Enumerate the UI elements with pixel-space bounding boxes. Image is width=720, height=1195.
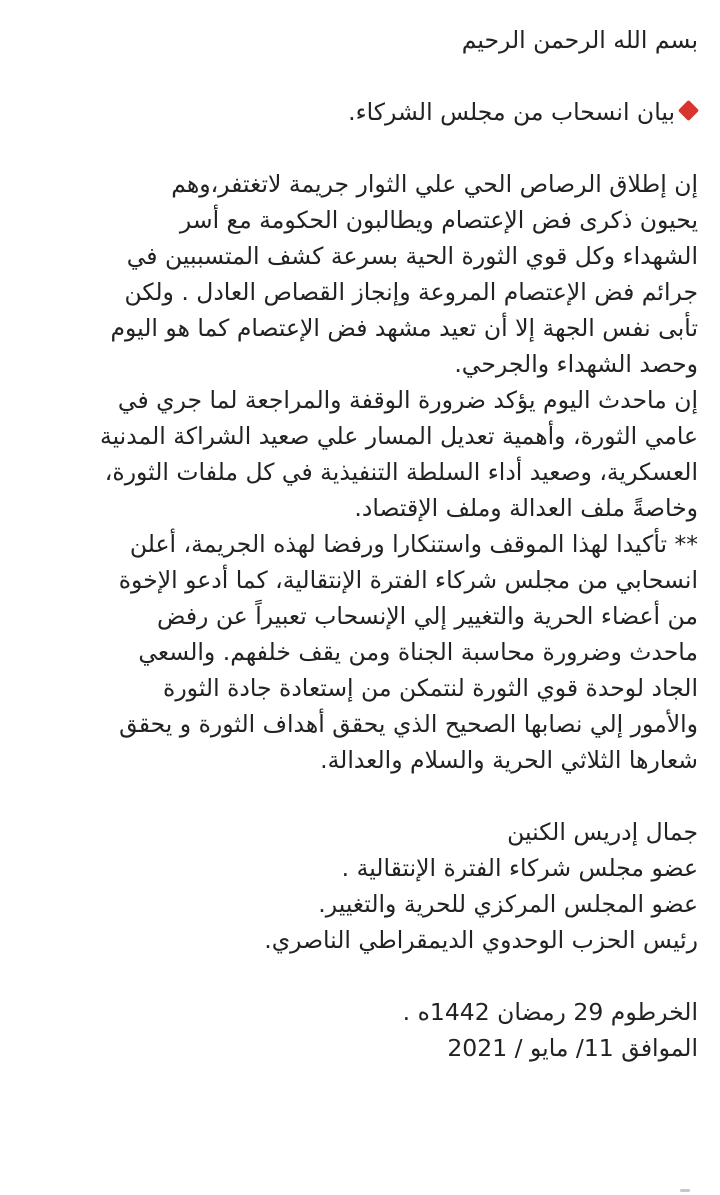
red-diamond-icon (678, 100, 699, 121)
signature-title: عضو مجلس شركاء الفترة الإنتقالية . (341, 854, 698, 882)
paragraph-line: إن ماحدث اليوم يؤكد ضرورة الوقفة والمراجعة لما جري في (117, 386, 698, 414)
statement-heading (38, 94, 698, 130)
paragraph-line: ماحدث وضرورة محاسبة الجناة ومن يقف خلفهم. والسعي (138, 638, 698, 666)
paragraph-1 (38, 166, 698, 382)
paragraph-line: الشهداء وكل قوي الثورة الحية بسرعة كشف المتسببين في (126, 242, 698, 270)
date-gregorian: الموافق 11/ مايو / 2021 (447, 1034, 698, 1062)
paragraph-line: وخاصةً ملف العدالة وملف الإقتصاد. (354, 494, 698, 522)
paragraph-line: من أعضاء الحرية والتغيير إلي الإنسحاب تعبيراً عن رفض (157, 602, 698, 630)
paragraph-line: وحصد الشهداء والجرحي. (454, 350, 698, 378)
paragraph-2 (38, 382, 698, 526)
paragraph-line: عامي الثورة، وأهمية تعديل المسار علي صعيد الشراكة المدنية (99, 422, 698, 450)
paragraph-3 (38, 526, 698, 778)
paragraph-line: إن إطلاق الرصاص الحي علي الثوار جريمة لاتغتفر،وهم (171, 170, 698, 198)
paragraph-line: يحيون ذكرى فض الإعتصام ويطالبون الحكومة مع أسر (179, 206, 698, 234)
paragraph-line: ** تأكيدا لهذا الموقف واستنكارا ورفضا لهذه الجريمة، أعلن (129, 530, 698, 558)
paragraph-line: تأبى نفس الجهة إلا أن تعيد مشهد فض الإعتصام كما هو اليوم (110, 314, 698, 342)
paragraph-line: الجاد لوحدة قوي الثورة لنتمكن من إستعادة جادة الثورة (163, 674, 698, 702)
paragraph-line: جرائم فض الإعتصام المروعة وإنجاز القصاص العادل . ولكن (124, 278, 698, 306)
paragraph-line: العسكرية، وصعيد أداء السلطة التنفيذية في كل ملفات الثورة، (104, 458, 698, 486)
signature-name: جمال إدريس الكنين (507, 818, 698, 846)
signature-title: رئيس الحزب الوحدوي الديمقراطي الناصري. (264, 926, 698, 954)
date-block (38, 994, 698, 1066)
date-hijri: الخرطوم 29 رمضان 1442ه . (402, 998, 698, 1026)
signature-title: عضو المجلس المركزي للحرية والتغيير. (318, 890, 698, 918)
paragraph-line: انسحابي من مجلس شركاء الفترة الإنتقالية، كما أدعو الإخوة (118, 566, 698, 594)
signature-block (38, 814, 698, 958)
scroll-indicator (680, 1189, 690, 1192)
paragraph-line: شعارها الثلاثي الحرية والسلام والعدالة. (320, 746, 698, 774)
paragraph-line: والأمور إلي نصابها الصحيح الذي يحقق أهداف الثورة و يحقق (119, 710, 698, 738)
statement-document (38, 22, 698, 1066)
basmala: بسم الله الرحمن الرحيم (461, 26, 698, 54)
heading-text: بيان انسحاب من مجلس الشركاء. (348, 98, 675, 126)
